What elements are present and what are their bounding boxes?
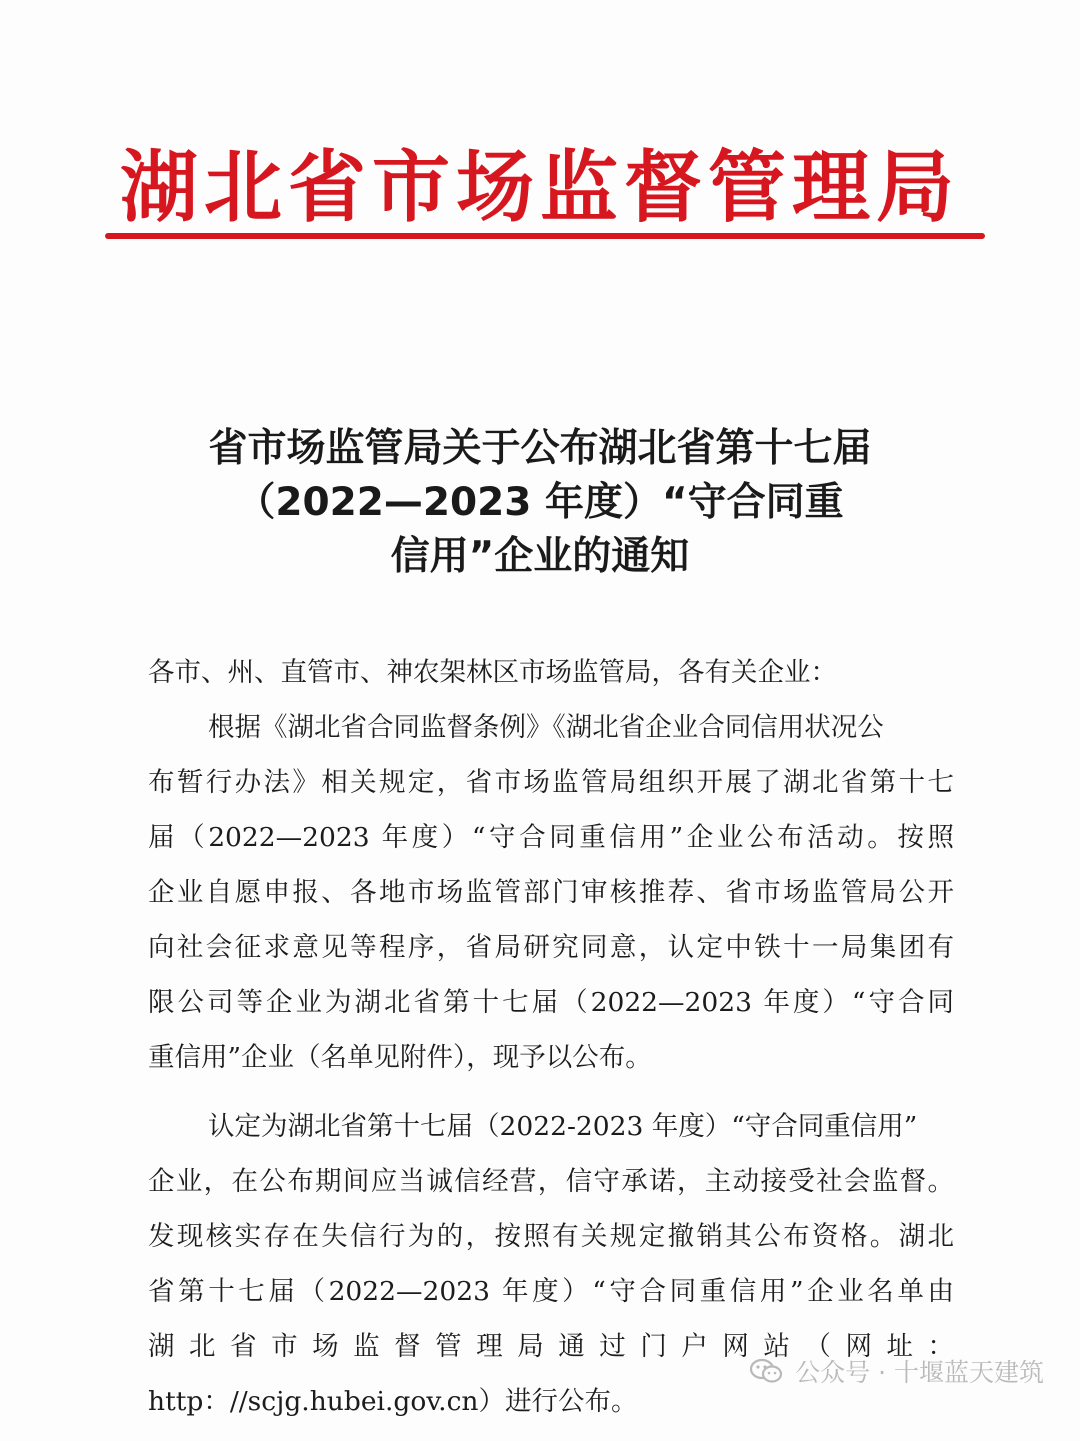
paragraph-line: 发现核实存在失信行为的，按照有关规定撤销其公布资格。湖北 bbox=[148, 1221, 954, 1252]
salutation: 各市、州、直管市、神农架林区市场监管局，各有关企业： bbox=[148, 657, 837, 688]
paragraph-line: 湖北省市场监督管理局通过门户网站（网址： bbox=[148, 1331, 954, 1362]
account-watermark bbox=[749, 1353, 1044, 1389]
paragraph-line: 限公司等企业为湖北省第十七届（2022—2023 年度）“守合同 bbox=[148, 987, 954, 1018]
watermark-text: 公众号 · 十堰蓝天建筑 bbox=[795, 1358, 1044, 1387]
wechat-icon bbox=[749, 1357, 783, 1385]
title-line-3: 信用”企业的通知 bbox=[390, 534, 690, 579]
title-line-2: （2022—2023 年度）“守合同重 bbox=[236, 480, 844, 525]
paragraph-line: 企业自愿申报、各地市场监管部门审核推荐、省市场监管局公开 bbox=[148, 877, 954, 908]
notice-body bbox=[148, 645, 954, 1429]
paragraph-line: 向社会征求意见等程序，省局研究同意，认定中铁十一局集团有 bbox=[148, 932, 954, 963]
paragraph-line: 布暂行办法》相关规定，省市场监管局组织开展了湖北省第十七 bbox=[148, 767, 954, 798]
paragraph-line: 重信用”企业（名单见附件），现予以公布。 bbox=[148, 1042, 652, 1073]
paragraph-line: 根据《湖北省合同监督条例》《湖北省企业合同信用状况公 bbox=[208, 712, 884, 743]
paragraph-line: 企业，在公布期间应当诚信经营，信守承诺，主动接受社会监督。 bbox=[148, 1166, 954, 1197]
paragraph-line: 届（2022—2023 年度）“守合同重信用”企业公布活动。按照 bbox=[148, 822, 954, 853]
paragraph-line: http：//scjg.hubei.gov.cn）进行公布。 bbox=[148, 1386, 638, 1417]
red-divider-rule bbox=[105, 233, 985, 239]
agency-masthead: 湖北省市场监督管理局 bbox=[119, 143, 960, 233]
paragraph-line: 认定为湖北省第十七届（2022-2023 年度）“守合同重信用” bbox=[208, 1111, 918, 1142]
paragraph-1 bbox=[148, 700, 954, 1085]
title-line-1: 省市场监管局关于公布湖北省第十七届 bbox=[208, 426, 872, 471]
paragraph-line: 省第十七届（2022—2023 年度）“守合同重信用”企业名单由 bbox=[148, 1276, 954, 1307]
notice-title bbox=[100, 422, 980, 584]
